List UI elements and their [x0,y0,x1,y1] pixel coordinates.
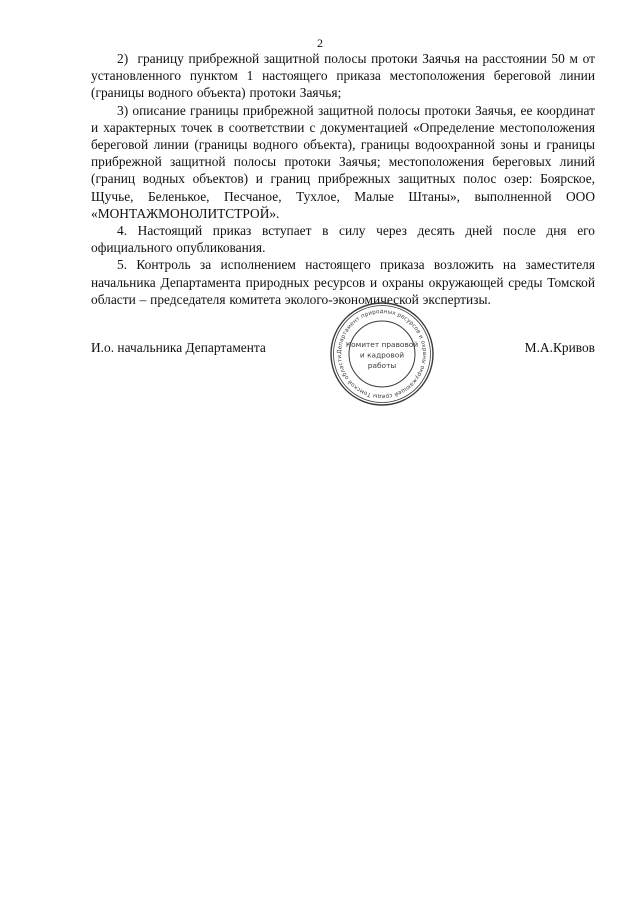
stamp-ring-text: Департамент природных ресурсов и охраны окружающей среды Томской области [336,308,428,400]
paragraph-boundary-50m: 2) границу прибрежной защитной полосы протоки Заячья на расстоянии 50 м от установленного пунктом 1 настоящего приказа местоположения береговой линии (границы водного объекта) протоки Заячья; [91,51,595,101]
stamp-center-line-1: Комитет правовой [345,340,419,349]
paragraph-boundary-description: 3) описание границы прибрежной защитной полосы протоки Заячья, ее координат и характерных точек в соответствии с документацией «Определение местоположения береговой линии (границы водного объекта), границы водоохранной зоны и границы прибрежной защитной полосы протоки Заячья; местоположения береговых линий (границ водных объектов) и границ прибрежных защитных полос озер: Боярское, Щучье, Беленькое, Песчаное, Тухлое, Малые Штаны», выполненной ООО «МОНТАЖМОНОЛИТСТРОЙ». [91,102,595,221]
page-number: 2 [317,36,323,50]
paragraph-effective-date: 4. Настоящий приказ вступает в силу через десять дней после дня его официального опубликования. [91,223,595,256]
stamp-center-line-3: работы [367,361,397,370]
signer-title: И.о. начальника Департамента [91,340,266,355]
document-body [91,50,595,308]
signer-name: М.А.Кривов [524,340,595,355]
official-stamp [328,300,436,408]
stamp-center-line-2: и кадровой [359,350,405,360]
paragraph-control: 5. Контроль за исполнением настоящего приказа возложить на заместителя начальника Департамента природных ресурсов и охраны окружающей среды Томской области – председателя комитета эколого-экономической экспертизы. [91,257,595,307]
stamp-seal-icon [328,300,436,408]
